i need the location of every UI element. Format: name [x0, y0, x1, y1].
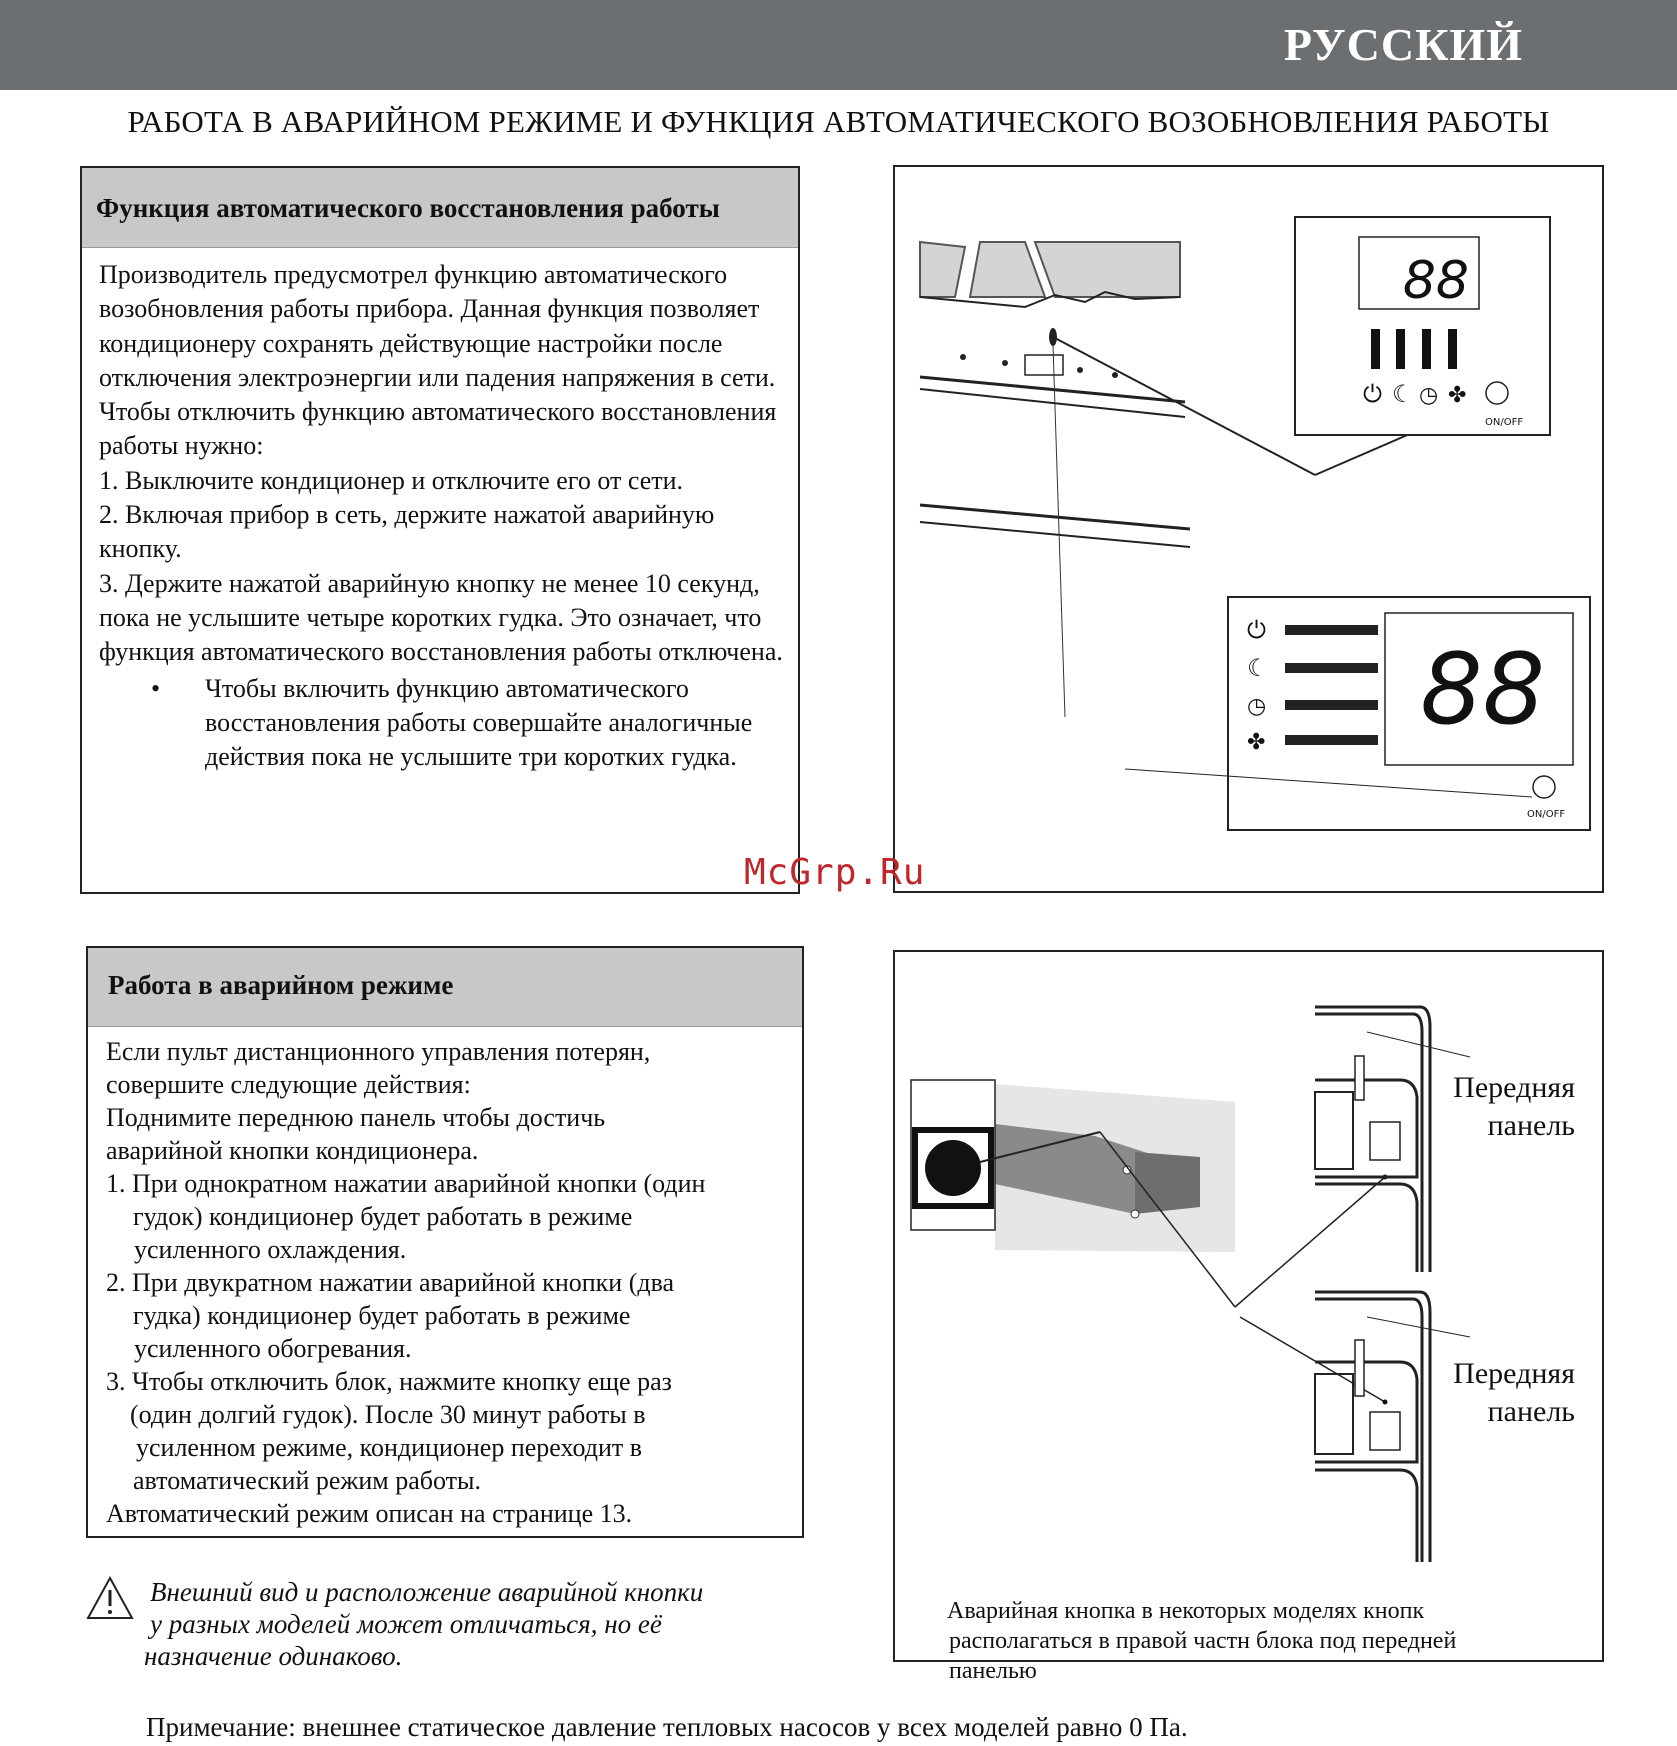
small-display-digits: 88	[1402, 251, 1469, 311]
warning-line: назначение одинаково.	[144, 1641, 403, 1671]
emergency-line: гудок) кондиционер будет работать в режиме	[133, 1202, 633, 1231]
emergency-line: автоматический режим работы.	[133, 1466, 482, 1495]
fan-icon: ✤	[1247, 730, 1266, 755]
emergency-line: усиленного обогревания.	[134, 1334, 412, 1363]
power-icon: ⏻	[1247, 616, 1266, 644]
auto-restart-step: 3. Держите нажатой аварийную кнопку не менее 10 секунд, пока не услышите четыре коротких гудка. Это означает, что функция автоматического восстановления работы отключена.	[99, 568, 783, 667]
sleep-icon: ☾	[1392, 380, 1414, 408]
language-label: РУССКИЙ	[1283, 19, 1523, 70]
emergency-line: (один долгий гудок). После 30 минут работы в	[130, 1400, 646, 1429]
emergency-button-drawing	[895, 952, 1602, 1660]
label-line: панель	[1487, 1109, 1575, 1142]
auto-restart-heading: Функция автоматического восстановления работы	[82, 168, 798, 248]
warning-line: у разных моделей может отличаться, но её	[150, 1609, 662, 1639]
emergency-line: гудка) кондиционер будет работать в режиме	[133, 1301, 631, 1330]
timer-icon: ◷	[1247, 694, 1267, 719]
power-icon: ⏻	[1363, 380, 1382, 408]
emergency-line: 1. При однократном нажатии аварийной кнопки (один	[106, 1169, 706, 1198]
caption-line: Аварийная кнопка в некоторых моделях кнопк	[947, 1598, 1425, 1624]
emergency-line: Поднимите переднюю панель чтобы достичь	[106, 1103, 606, 1132]
auto-restart-bullet-text: Чтобы включить функцию автоматического восстановления работы совершайте аналогичные действия пока не услышите три коротких гудка.	[205, 673, 753, 772]
emergency-line: 3. Чтобы отключить блок, нажмите кнопку еще раз	[106, 1367, 672, 1396]
label-line: Передняя	[1453, 1357, 1575, 1390]
emergency-line: 2. При двукратном нажатии аварийной кнопки (два	[106, 1268, 675, 1297]
page-title: РАБОТА В АВАРИЙНОМ РЕЖИМЕ И ФУНКЦИЯ АВТОМАТИЧЕСКОГО ВОЗОБНОВЛЕНИЯ РАБОТЫ	[127, 104, 1550, 139]
emergency-button-figure	[893, 950, 1604, 1684]
auto-restart-paragraph: Производитель предусмотрел функцию автоматического возобновления работы прибора. Данная функция позволяет кондиционеру сохранять действующие настройки после отключения электроэнергии или падения напряжения в сети.	[99, 260, 776, 392]
fan-icon: ✤	[1448, 383, 1467, 408]
control-panel-drawing	[895, 167, 1602, 891]
figure-caption	[947, 1596, 1587, 1686]
onoff-button-icon	[1486, 382, 1508, 404]
label-line: Передняя	[1453, 1071, 1575, 1104]
warning-icon	[86, 1576, 134, 1625]
emergency-heading: Работа в аварийном режиме	[88, 948, 802, 1027]
emergency-line: аварийной кнопки кондиционера.	[106, 1136, 479, 1165]
caption-line: располагаться в правой частн блока под передней	[949, 1628, 1457, 1654]
onoff-label-large: ON/OFF	[1527, 809, 1566, 820]
emergency-box	[86, 946, 804, 1538]
label-line: панель	[1487, 1395, 1575, 1428]
onoff-button-icon	[1533, 776, 1555, 798]
auto-restart-step: 1. Выключите кондиционер и отключите его от сети.	[99, 465, 684, 495]
auto-restart-box	[80, 166, 800, 894]
sleep-icon: ☾	[1247, 654, 1269, 682]
warning-text	[144, 1576, 703, 1672]
front-panel-label-1	[1425, 1069, 1575, 1145]
large-display-digits: 88	[1420, 633, 1545, 747]
auto-restart-step: 2. Включая прибор в сеть, держите нажатой аварийную кнопку.	[99, 500, 715, 564]
footnote: Примечание: внешнее статическое давление тепловых насосов у всех моделей равно 0 Па.	[146, 1712, 1188, 1742]
auto-restart-bullet	[99, 672, 784, 775]
emergency-line: усиленном режиме, кондиционер переходит в	[136, 1433, 643, 1462]
bullet-dot: •	[151, 673, 161, 703]
emergency-line: Автоматический режим описан на странице 13.	[106, 1499, 633, 1528]
control-panel-figure	[893, 165, 1604, 893]
emergency-line: усиленного охлаждения.	[134, 1235, 407, 1264]
watermark: McGrp.Ru	[744, 852, 926, 893]
header-bar	[0, 0, 1677, 90]
onoff-label-small: ON/OFF	[1485, 417, 1524, 428]
auto-restart-paragraph: Чтобы отключить функцию автоматического восстановления работы нужно:	[99, 397, 777, 461]
front-panel-label-2	[1425, 1355, 1575, 1431]
emergency-line: совершите следующие действия:	[106, 1070, 471, 1099]
warning-line: Внешний вид и расположение аварийной кнопки	[150, 1577, 704, 1607]
timer-icon: ◷	[1419, 383, 1439, 408]
emergency-line: Если пульт дистанционного управления потерян,	[106, 1037, 651, 1066]
caption-line: панелью	[949, 1658, 1037, 1684]
